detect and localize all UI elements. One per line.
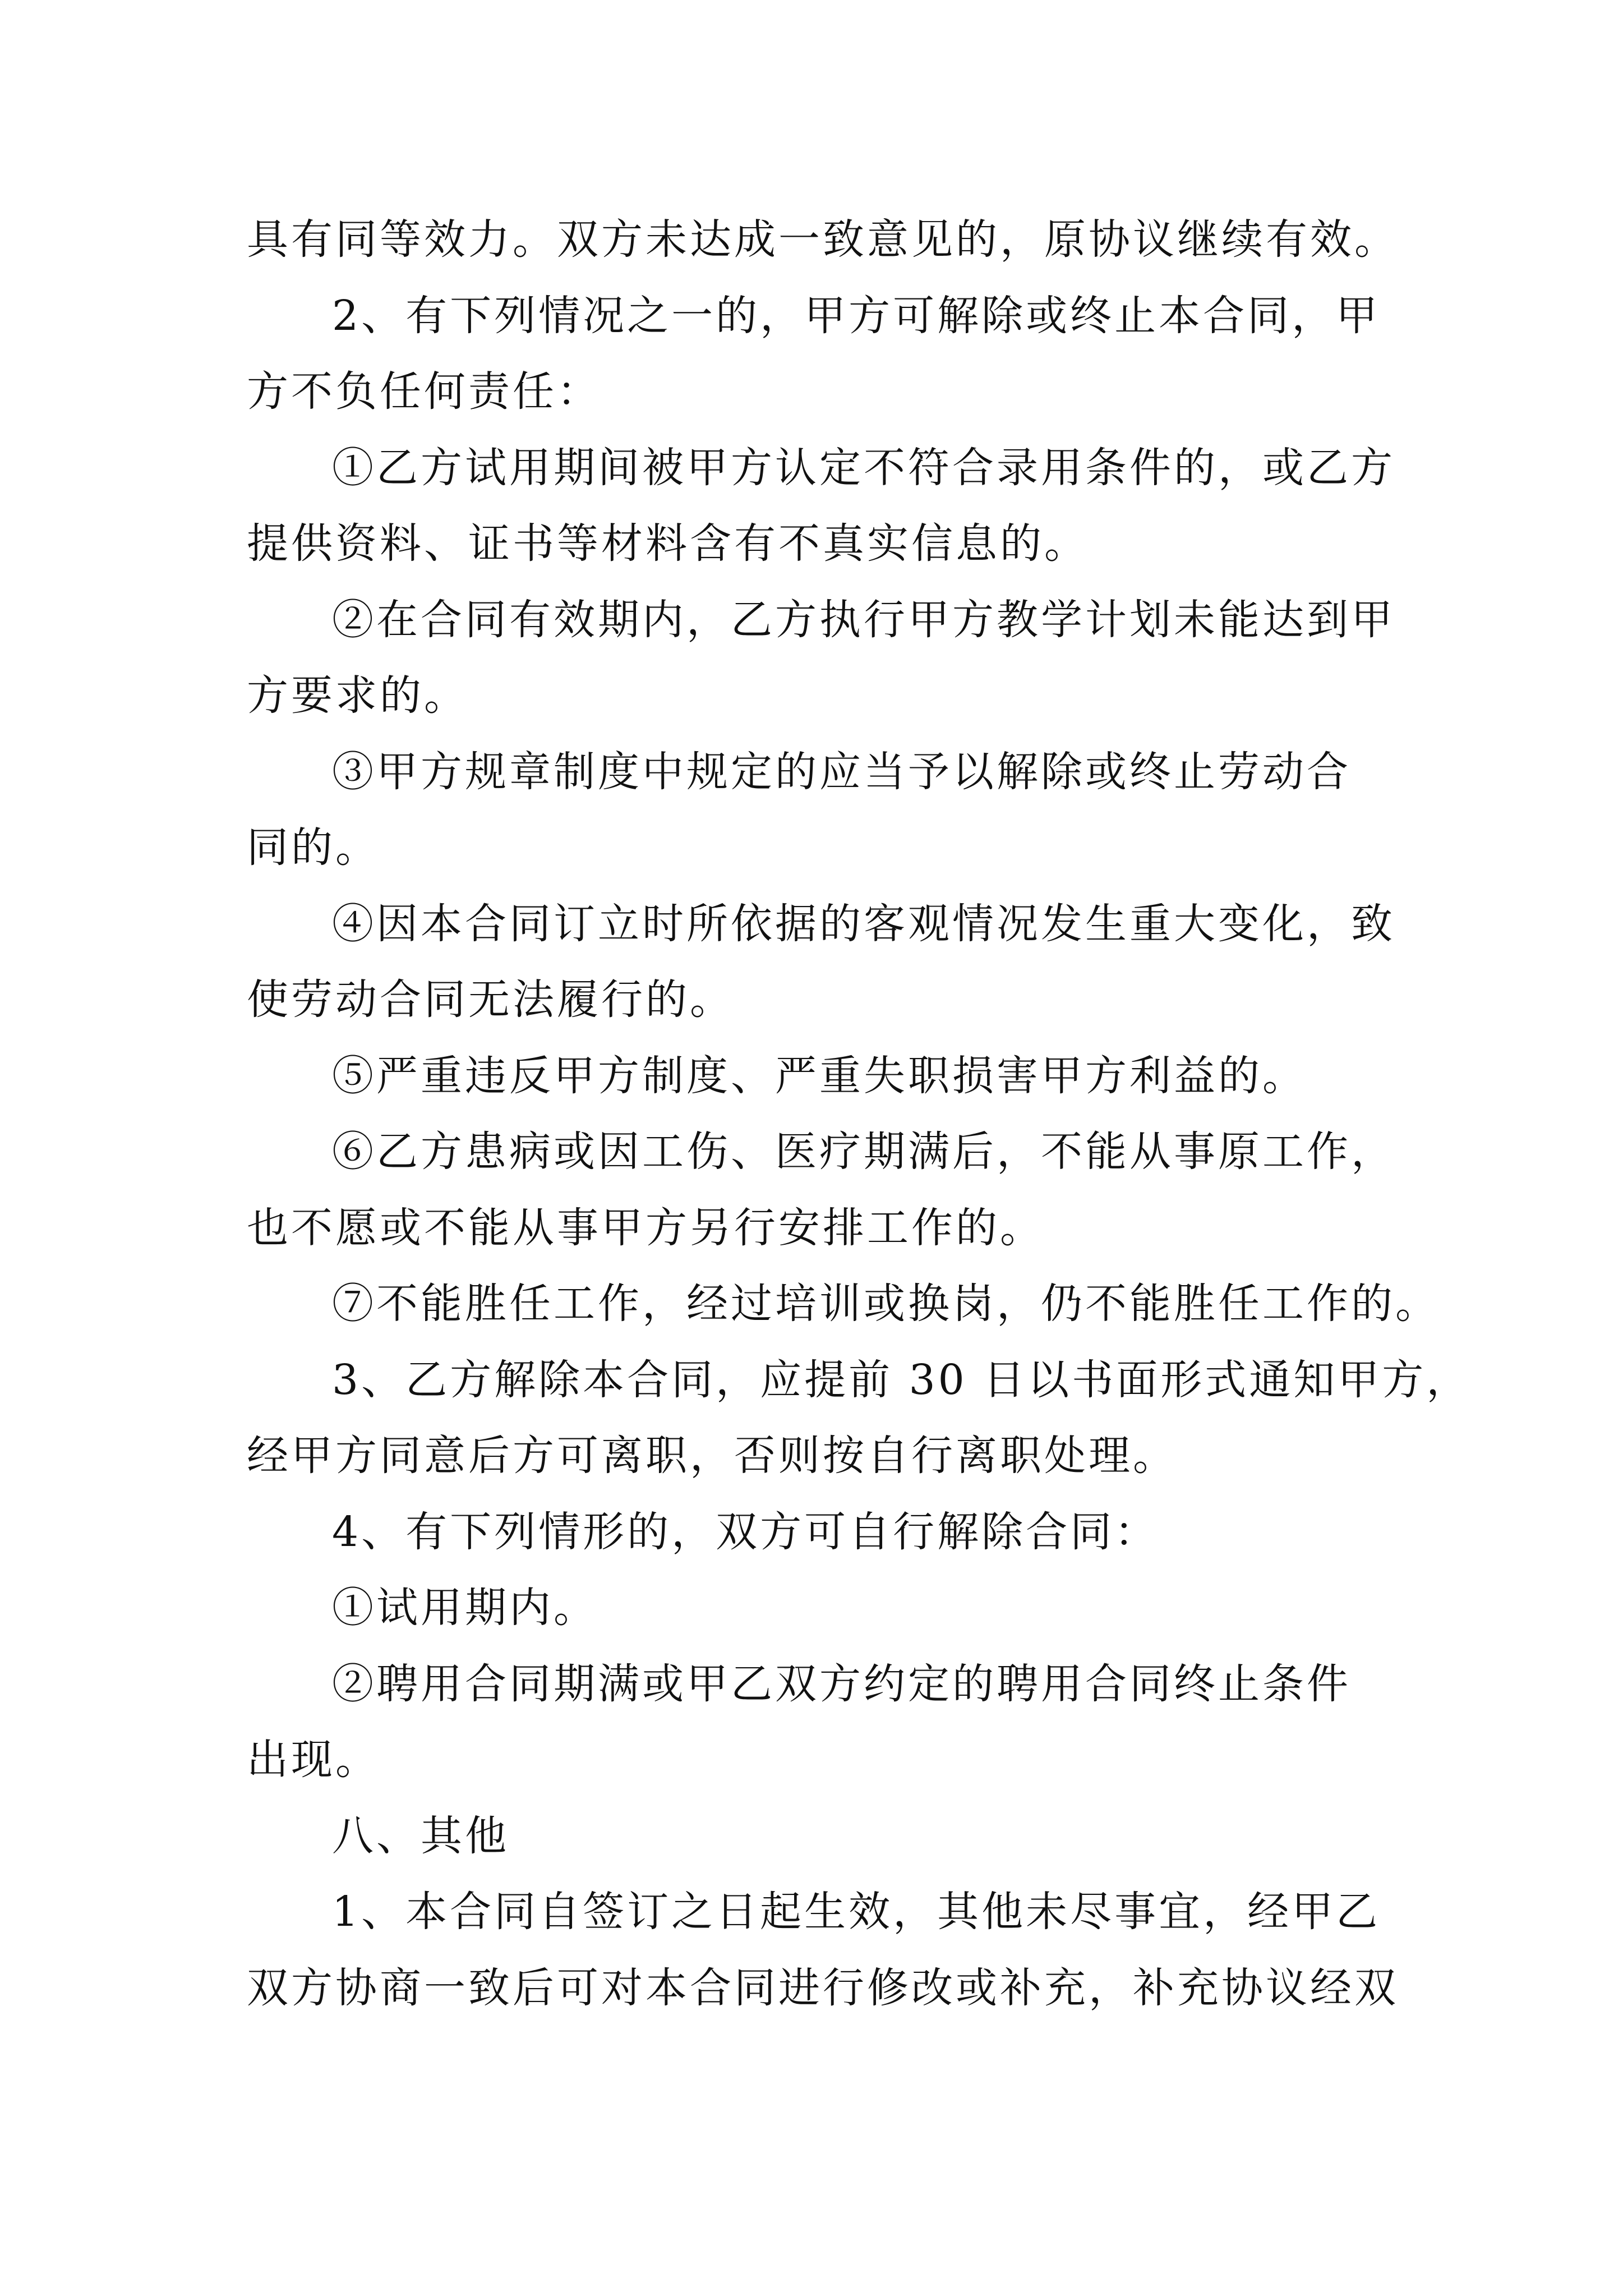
text-line: 出现。 xyxy=(247,1736,380,1784)
text-line: ③甲方规章制度中规定的应当予以解除或终止劳动合 xyxy=(332,747,1351,796)
text-line: ②聘用合同期满或甲乙双方约定的聘用合同终止条件 xyxy=(332,1659,1351,1708)
text-line: 3、乙方解除本合同，应提前 30 日以书面形式通知甲方， xyxy=(332,1355,1471,1404)
text-line: ⑤严重违反甲方制度、严重失职损害甲方利益的。 xyxy=(332,1051,1307,1100)
text-line: 双方协商一致后可对本合同进行修改或补充，补充协议经双 xyxy=(247,1963,1399,2012)
text-line: 经甲方同意后方可离职，否则按自行离职处理。 xyxy=(247,1432,1177,1480)
text-line: ④因本合同订立时所依据的客观情况发生重大变化，致 xyxy=(332,899,1395,948)
text-line: ①试用期内。 xyxy=(332,1584,598,1632)
text-line: 方不负任何责任： xyxy=(247,367,601,416)
text-line: 方要求的。 xyxy=(247,671,468,720)
text-line: 4、有下列情形的，双方可自行解除合同： xyxy=(332,1507,1159,1556)
text-line: 1、本合同自签订之日起生效，其他未尽事宜，经甲乙 xyxy=(332,1888,1381,1936)
text-line: 也不愿或不能从事甲方另行安排工作的。 xyxy=(247,1203,1044,1252)
text-line: ⑦不能胜任工作，经过培训或换岗，仍不能胜任工作的。 xyxy=(332,1280,1440,1328)
text-line: ①乙方试用期间被甲方认定不符合录用条件的，或乙方 xyxy=(332,443,1395,492)
text-line: 使劳动合同无法履行的。 xyxy=(247,976,734,1024)
section-heading: 八、其他 xyxy=(332,1811,509,1860)
text-line: 具有同等效力。双方未达成一致意见的，原协议继续有效。 xyxy=(247,215,1399,264)
contract-text xyxy=(247,202,1471,2026)
text-line: ⑥乙方患病或因工伤、医疗期满后，不能从事原工作， xyxy=(332,1128,1395,1176)
text-line: 2、有下列情况之一的，甲方可解除或终止本合同，甲 xyxy=(332,291,1381,340)
text-line: ②在合同有效期内，乙方执行甲方教学计划未能达到甲 xyxy=(332,595,1395,644)
text-line: 同的。 xyxy=(247,823,380,872)
text-line: 提供资料、证书等材料含有不真实信息的。 xyxy=(247,519,1089,568)
